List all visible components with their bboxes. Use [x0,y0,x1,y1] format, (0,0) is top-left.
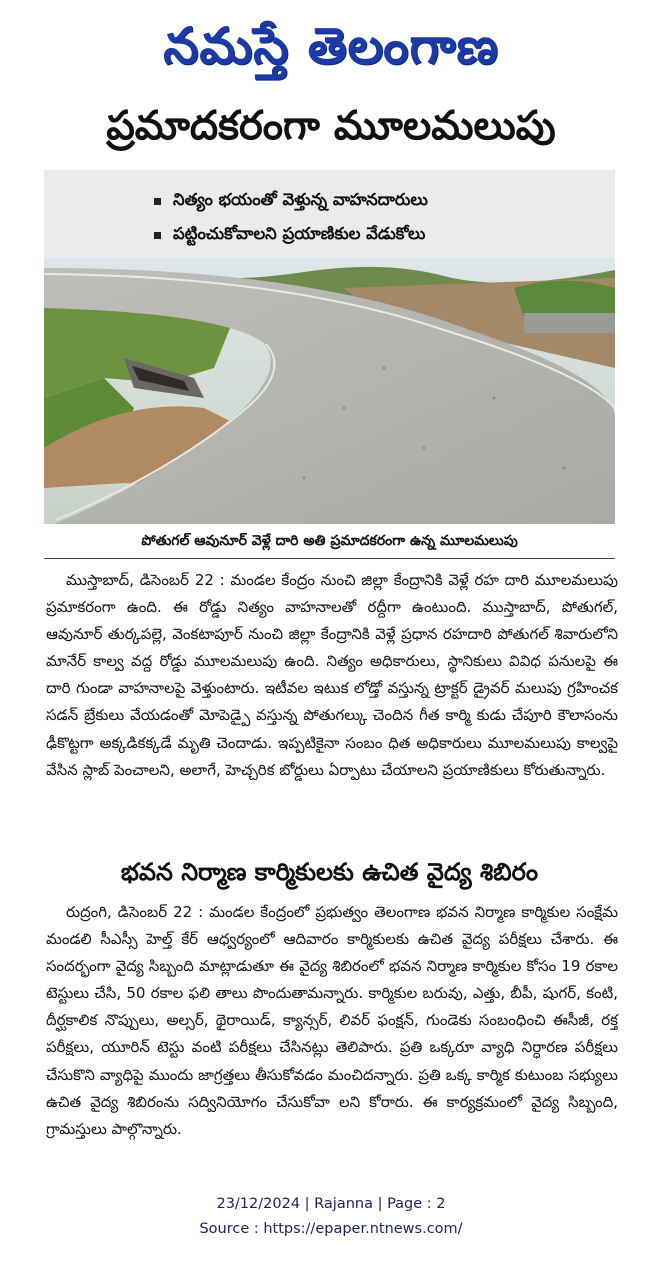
newspaper-masthead [0,4,662,88]
caption-divider [44,558,615,559]
road-curve-photo [44,258,615,524]
subhead-text: పట్టించుకోవాలని ప్రయాణికుల వేడుకోలు [173,223,426,243]
article-body-1 [46,567,618,784]
bullet-square-icon [154,198,161,205]
subhead-bullet-2 [154,218,615,252]
article-headline [0,92,662,160]
bullet-square-icon [154,232,161,239]
subhead-box [44,170,615,258]
subhead-text: నిత్యం భయంతో వెళ్తున్న వాహనదారులు [173,189,428,209]
article-paragraph: రుద్రంగి, డిసెంబర్ 22 : మండల కేంద్రంలో ప్రభుత్వం తెలంగాణ భవన నిర్మాణ కార్మికుల సంక్షేమ మండలి సీఎస్సీ హెల్త్ కేర్ ఆధ్వర్యంలో ఆదివారం కార్మికులకు ఉచిత వైద్య పరీక్షలు చేశారు. ఈ సందర్భంగా వైద్య సిబ్బంది మాట్లాడుతూ ఈ వైద్య శిబిరంలో భవన నిర్మాణ కార్మికుల కోసం 19 రకాల టెస్టులు చేసి, 50 రకాల ఫలి తాలు పొందుతామన్నారు. కార్మికుల బరువు, ఎత్తు, బీపీ, షుగర్, కంటి, దీర్ఘకాలిక నొప్పులు, అల్సర్, థైరాయిడ్, క్యాన్సర్, లివర్ ఫంక్షన్, గుండెకు సంబంధించి ఈసీజీ, రక్త పరీక్షలు, యూరిన్ టెస్టు వంటి పరీక్షలు చేసినట్లు తెలిపారు. ప్రతి ఒక్కరూ వ్యాధి నిర్ధారణ పరీక్షలు చేసుకొని వ్యాధిపై ముందు జాగ్రత్తలు తీసుకోవడం మంచిదన్నారు. ప్రతి ఒక్క కార్మిక కుటుంబ సభ్యులు ఉచిత వైద్య శిబిరంను సద్వినియోగం చేసుకోవా లని కోరారు. ఈ కార్యక్రమంలో వైద్య సిబ్బంది, గ్రామస్తులు పాల్గొన్నారు. [46,903,618,1138]
subhead-bullet-1 [154,184,615,218]
section-heading: భవన నిర్మాణ కార్మికులకు ఉచిత వైద్య శిబిరం [120,858,539,886]
footer-source-link[interactable]: Source : https://epaper.ntnews.com/ [199,1221,463,1237]
article-paragraph: ముస్తాబాద్, డిసెంబర్ 22 : మండల కేంద్రం నుంచి జిల్లా కేంద్రానికి వెళ్లే రహ దారి మూలమలుపు ప్రమాకరంగా ఉంది. ఈ రోడ్డు నిత్యం వాహనాలతో రద్దీగా ఉంటుంది. ముస్తాబాద్, పోతుగల్, ఆవునూర్ తుర్కపల్లె, వెంకటాపూర్ నుంచి జిల్లా కేంద్రానికి వెళ్లే ప్రధాన రహదారి పోతుగల్ శివారులోని మానేర్ కాల్వ వద్ద రోడ్డు మూలమలుపు ఉంది. నిత్యం అధికారులు, స్థానికులు వివిధ పనులపై ఈ దారి గుండా వాహనాలపై వెళ్తుంటారు. ఇటీవల ఇటుక లోడ్తో వస్తున్న ట్రాక్టర్ డ్రైవర్ మలుపు గ్రహించక సడన్ బ్రేకులు వేయడంతో మోపెడ్పై వస్తున్న పోతుగల్కు చెందిన గీత కార్మి కుడు చేపూరి కౌలాసంను ఢీకొట్టగా అక్కడికక్కడే మృతి చెందాడు. ఇప్పటికైనా సంబం ధిత అధికారులు మూలమలుపు కాల్వపై వేసిన స్లాబ్ పెంచాలని, అలాగే, హెచ్చరిక బోర్డులు ఏర్పాటు చేయాలని ప్రయాణికులు కోరుతున్నారు. [46,571,618,779]
footer-date-edition: 23/12/2024 | Rajanna | Page : 2 [216,1196,446,1212]
masthead-title: నమస్తే తెలంగాణ [163,17,499,75]
article-body-2 [46,899,618,1143]
photo-caption: పోతుగల్ ఆవునూర్ వెళ్లే దారి అతి ప్రమాదకరంగా ఉన్న మూలమలుపు [141,532,518,549]
headline-text: ప్రమాదకరంగా మూలమలుపు [106,103,556,149]
